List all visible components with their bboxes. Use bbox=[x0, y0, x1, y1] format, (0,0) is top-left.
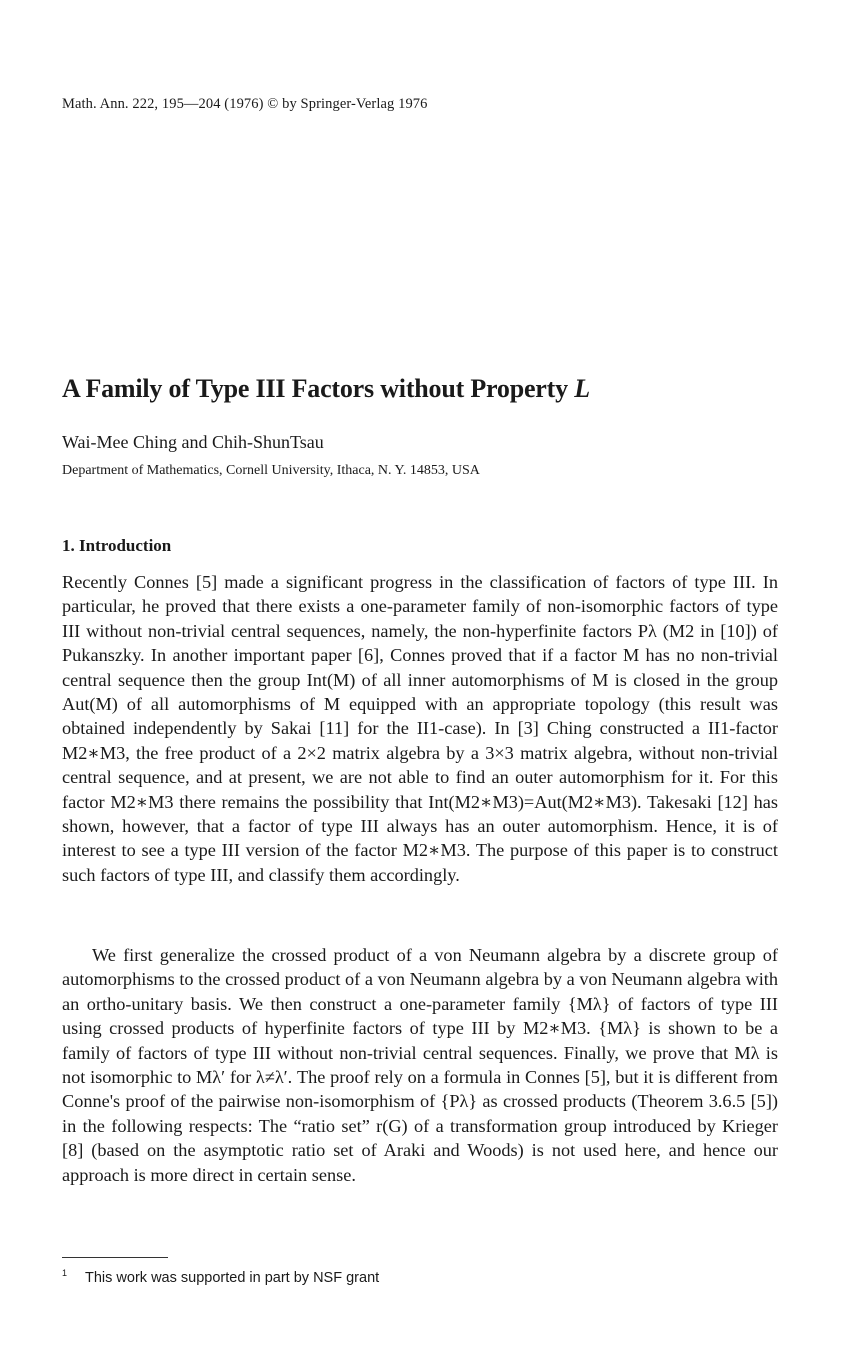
section-heading-introduction: 1. Introduction bbox=[62, 536, 172, 555]
footnote-marker: 1 bbox=[62, 1268, 68, 1278]
footnote bbox=[62, 1268, 379, 1286]
intro-paragraph-2: We first generalize the crossed product of a von Neumann algebra by a discrete group of automorphisms to the crossed product of a von Neumann algebra by a von Neumann algebra with an ortho-unitary basis. We then construct a one-parameter family {Mλ} of factors of type III using crossed products of hyperfinite factors of type III by M2∗M3. {Mλ} is shown to be a family of factors of type III without non-trivial central sequences. Finally, we prove that Mλ is not isomorphic to Mλ′ for λ≠λ′. The proof rely on a formula in Connes [5], but it is different from Conne's proof of the pairwise non-isomorphism of {Pλ} as crossed products (Theorem 3.6.5 [5]) in the following respects: The “ratio set” r(G) of a transformation group introduced by Krieger [8] (based on the asymptotic ratio set of Araki and Woods) is not used here, and hence our approach is more direct in certain sense. bbox=[62, 945, 778, 1185]
affiliation: Department of Mathematics, Cornell University, Ithaca, N. Y. 14853, USA bbox=[62, 463, 480, 478]
footnote-text: This work was supported in part by NSF grant bbox=[85, 1269, 380, 1286]
authors: Wai-Mee Ching and Chih-ShunTsau bbox=[62, 432, 324, 452]
footnote-divider bbox=[62, 1257, 168, 1258]
title-main-text: A Family of Type III Factors without Property bbox=[62, 374, 568, 403]
title-italic-letter: L bbox=[574, 374, 590, 403]
journal-citation: Math. Ann. 222, 195—204 (1976) © by Springer-Verlag 1976 bbox=[62, 96, 428, 112]
paper-title bbox=[62, 374, 590, 404]
intro-paragraph-1: Recently Connes [5] made a significant progress in the classification of factors of type III. In particular, he proved that there exists a one-parameter family of non-isomorphic factors of type III without non-trivial central sequences, namely, the non-hyperfinite factors Pλ (M2 in [10]) of Pukanszky. In another important paper [6], Connes proved that if a factor M has no non-trivial central sequence then the group Int(M) of all inner automorphisms of M is closed in the group Aut(M) of all automorphisms of M equipped with an appropriate topology (this result was obtained independently by Sakai [11] for the II1-case). In [3] Ching constructed a II1-factor M2∗M3, the free product of a 2×2 matrix algebra by a 3×3 matrix algebra, without non-trivial central sequence, and at present, we are not able to find an outer automorphism for it. For this factor M2∗M3 there remains the possibility that Int(M2∗M3)=Aut(M2∗M3). Takesaki [12] has shown, however, that a factor of type III always has an outer automorphism. Hence, it is of interest to see a type III version of the factor M2∗M3. The purpose of this paper is to construct such factors of type III, and classify them accordingly. bbox=[62, 572, 778, 885]
